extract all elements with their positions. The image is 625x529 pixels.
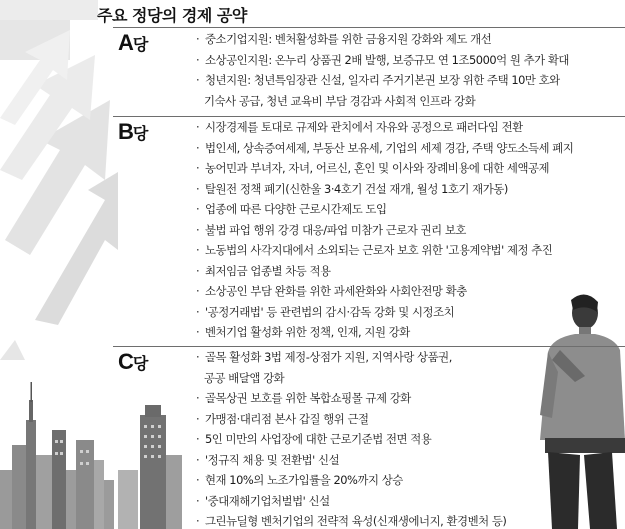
- section-divider: [113, 27, 625, 28]
- pledge-item: [196, 199, 573, 220]
- pledge-item: [196, 347, 506, 388]
- bullet-dot: ·: [196, 222, 200, 237]
- party-c-label: [118, 349, 147, 375]
- party-a-pledges: [196, 29, 569, 111]
- party-suffix: 당: [132, 124, 148, 143]
- pledge-text: 현재 10%의 노조가입률을 20%까지 상승: [205, 473, 403, 487]
- city-skyline-graphic: [0, 382, 182, 529]
- pledge-text: 탈원전 정책 폐기(신한울 3·4호기 건설 재개, 월성 1호기 재가동): [205, 181, 508, 196]
- pledge-item: [196, 70, 569, 111]
- bullet-dot: ·: [196, 73, 200, 87]
- bullet-dot: ·: [196, 243, 200, 257]
- bullet-dot: ·: [196, 411, 200, 426]
- pledge-text: 농어민과 부녀자, 자녀, 어르신, 혼인 및 이사와 장례비용에 대한 세액공제: [205, 161, 550, 175]
- pledge-item: [196, 29, 569, 50]
- pledge-item: [196, 302, 573, 323]
- party-suffix: 당: [132, 35, 148, 54]
- pledge-text: '정규직 채용 및 전환법' 신설: [205, 452, 340, 467]
- bullet-dot: ·: [196, 140, 200, 155]
- bullet-dot: ·: [196, 350, 200, 364]
- bullet-dot: ·: [196, 120, 200, 134]
- bullet-dot: ·: [196, 181, 200, 196]
- bullet-dot: ·: [196, 432, 200, 446]
- pledge-text: 벤처기업 활성화 위한 정책, 인재, 지원 강화: [205, 325, 410, 339]
- pledge-text: 그린뉴딜형 벤처기업의 전략적 육성(신재생에너지, 환경벤처 등): [205, 514, 507, 528]
- party-b-label: [118, 119, 147, 145]
- pledge-item: [196, 261, 573, 282]
- party-letter: A: [118, 30, 133, 55]
- pledge-text: 5인 미만의 사업장에 대한 근로기준법 전면 적용: [205, 432, 432, 446]
- pledge-text: 소상공인 부담 완화를 위한 과세완화와 사회안전망 확충: [205, 284, 467, 298]
- page-title: 주요 정당의 경제 공약: [97, 6, 247, 25]
- pledge-item: [196, 50, 569, 71]
- bullet-dot: ·: [196, 202, 200, 216]
- bullet-dot: ·: [196, 493, 200, 508]
- pledge-item: [196, 429, 506, 450]
- pledge-text: '공정거래법' 등 관련법의 감시·감독 강화 및 시정조치: [205, 304, 455, 319]
- bullet-dot: ·: [196, 263, 200, 278]
- pledge-text: 가맹점·대리점 본사 갑질 행위 근절: [205, 411, 369, 426]
- pledge-text: 최저임금 업종별 차등 적용: [205, 263, 331, 278]
- pledge-item: [196, 281, 573, 302]
- pledge-text: 소상공인지원: 온누리 상품권 2배 발행, 보증규모 연 1조5000억 원 추가 확대: [205, 52, 569, 67]
- pledge-text: 청년지원: 청년특임장관 신설, 일자리 주거기본권 보장 위한 주택 10만 호와: [205, 73, 560, 87]
- pledge-item: [196, 179, 573, 200]
- pledge-item: [196, 450, 506, 471]
- party-b-pledges: [196, 117, 573, 343]
- bullet-dot: ·: [196, 304, 200, 319]
- pledge-text-continued: 공공 배달앱 강화: [204, 370, 285, 385]
- pledge-item: [196, 117, 573, 138]
- pledge-item: [196, 240, 573, 261]
- pledge-item: [196, 158, 573, 179]
- pledge-text: 노동법의 사각지대에서 소외되는 근로자 보호 위한 '고용계약법' 제정 추진: [205, 243, 553, 257]
- pledge-text: 중소기업지원: 벤처활성화를 위한 금융지원 강화와 제도 개선: [205, 32, 492, 46]
- bullet-dot: ·: [196, 452, 200, 467]
- pledge-text: 업종에 따른 다양한 근로시간제도 도입: [205, 202, 387, 216]
- party-c-pledges: [196, 347, 506, 529]
- bullet-dot: ·: [196, 473, 200, 487]
- pledge-text: 불법 파업 행위 강경 대응/파업 미참가 근로자 권리 보호: [205, 222, 466, 237]
- pledge-text: 골목상권 보호를 위한 복합쇼핑몰 규제 강화: [205, 391, 411, 405]
- pledge-text: 골목 활성화 3법 제정-상점가 지원, 지역사랑 상품권,: [205, 350, 452, 364]
- bullet-dot: ·: [196, 161, 200, 175]
- bullet-dot: ·: [196, 284, 200, 298]
- pledge-item: [196, 511, 506, 529]
- pledge-text-continued: 기숙사 공급, 청년 교육비 부담 경감과 사회적 인프라 강화: [204, 93, 476, 108]
- bullet-dot: ·: [196, 514, 200, 528]
- party-a-label: [118, 30, 147, 56]
- pledge-item: [196, 322, 573, 343]
- pledge-item: [196, 470, 506, 491]
- pledge-item: [196, 138, 573, 159]
- pledge-item: [196, 220, 573, 241]
- bullet-dot: ·: [196, 32, 200, 46]
- bullet-dot: ·: [196, 325, 200, 339]
- party-suffix: 당: [132, 354, 148, 373]
- pledge-text: '중대재해기업처벌법' 신설: [205, 493, 330, 508]
- pledge-item: [196, 409, 506, 430]
- rising-arrows-graphic: [0, 0, 118, 360]
- bullet-dot: ·: [196, 52, 200, 67]
- party-letter: C: [118, 349, 133, 374]
- party-letter: B: [118, 119, 133, 144]
- bullet-dot: ·: [196, 391, 200, 405]
- pledge-text: 법인세, 상속증여세제, 부동산 보유세, 기업의 세제 경감, 주택 양도소득세 폐지: [205, 140, 574, 155]
- pledge-text: 시장경제를 토대로 규제와 관치에서 자유와 공정으로 패러다임 전환: [205, 120, 523, 134]
- pledge-item: [196, 491, 506, 512]
- pledge-item: [196, 388, 506, 409]
